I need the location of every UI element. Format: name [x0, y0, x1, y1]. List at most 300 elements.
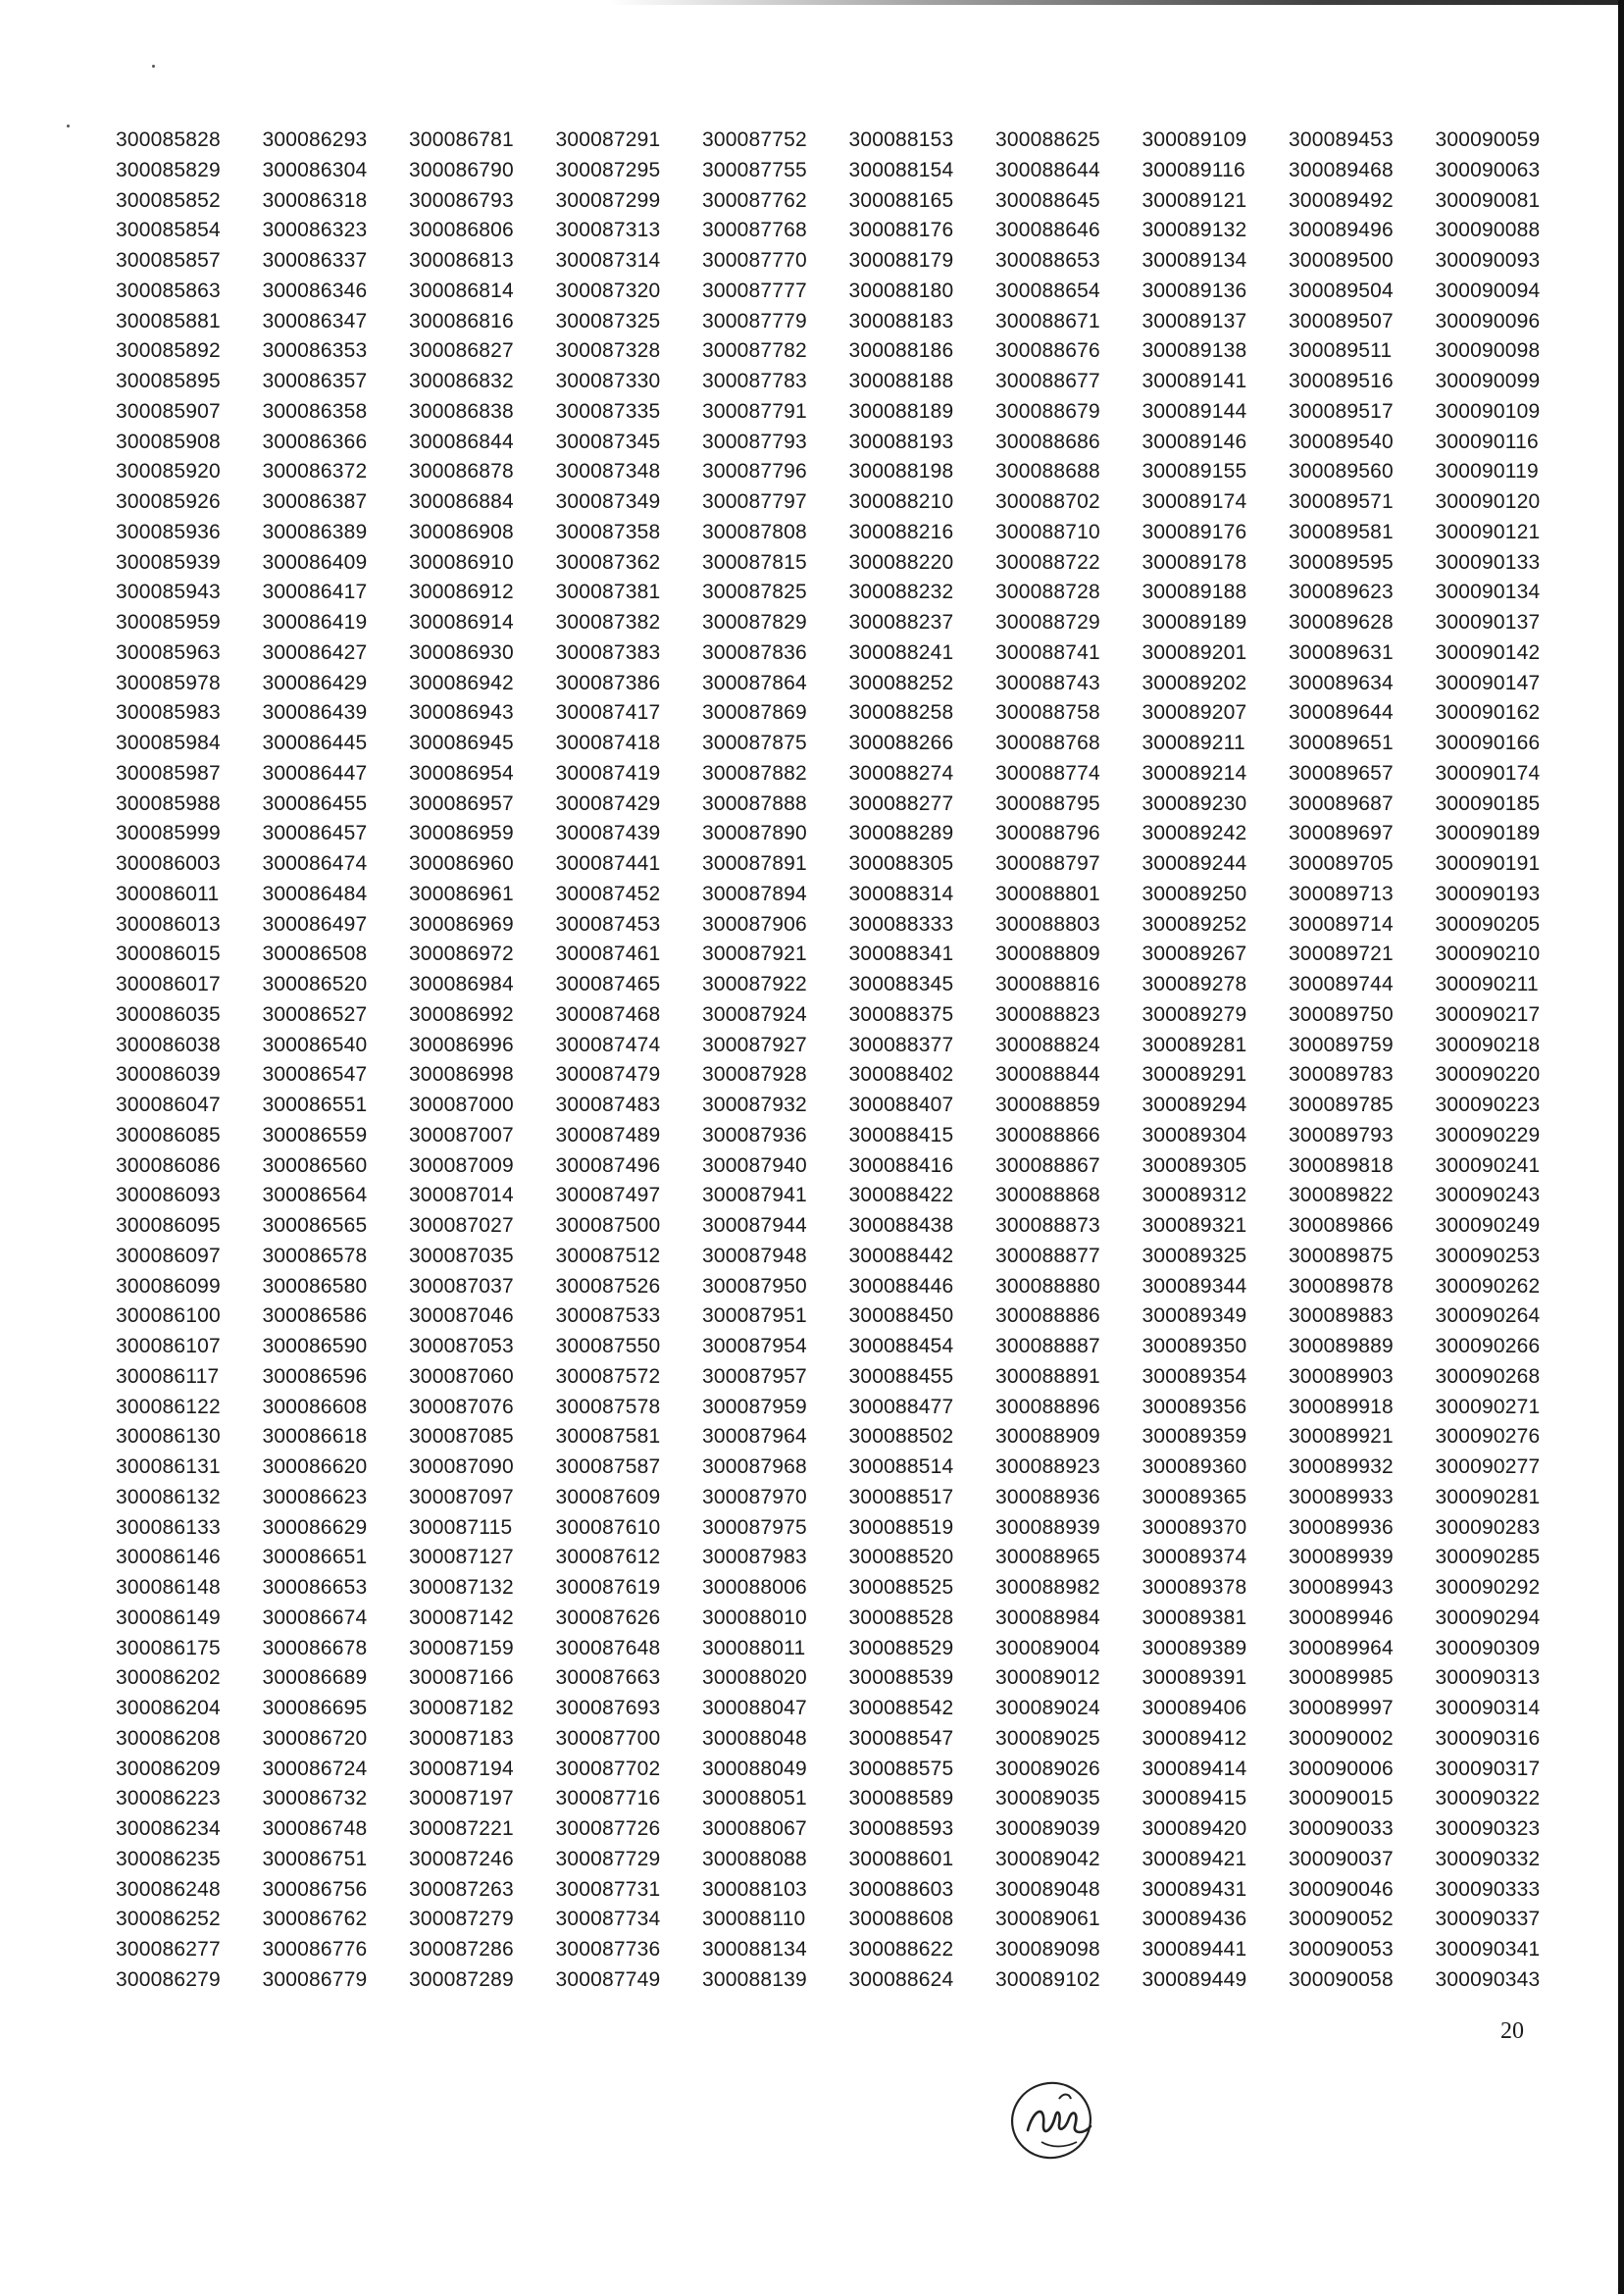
number-cell: 300088688 [995, 460, 1100, 484]
number-cell: 300090283 [1435, 1515, 1541, 1539]
number-cell: 300090268 [1435, 1364, 1541, 1388]
number-cell: 300088891 [995, 1364, 1100, 1388]
number-cell: 300086540 [262, 1033, 368, 1056]
number-cell: 300087142 [409, 1606, 514, 1629]
number-cell: 300087782 [702, 339, 807, 363]
number-cell: 300089507 [1289, 309, 1394, 332]
number-cell: 300089024 [995, 1697, 1100, 1719]
number-cell: 300087922 [702, 973, 807, 995]
number-cell: 300087512 [555, 1244, 661, 1267]
number-cell: 300088801 [995, 882, 1100, 905]
number-cell: 300089875 [1289, 1244, 1394, 1267]
number-cell: 300089146 [1142, 430, 1247, 453]
number-cell: 300087948 [702, 1244, 807, 1267]
number-cell: 300086175 [116, 1636, 221, 1659]
number-cell: 300085926 [116, 490, 221, 513]
number-cell: 300087927 [702, 1033, 807, 1056]
number-cell: 300090037 [1289, 1847, 1394, 1870]
number-cell: 300086762 [262, 1908, 368, 1931]
number-cell: 300087500 [555, 1214, 661, 1237]
number-cell: 300087793 [702, 430, 807, 453]
number-cell: 300088139 [702, 1967, 807, 1991]
number-cell: 300088450 [848, 1304, 954, 1328]
number-cell: 300088722 [995, 550, 1100, 574]
number-cell: 300089414 [1142, 1757, 1247, 1780]
number-cell: 300087263 [409, 1877, 514, 1901]
number-cell: 300087453 [555, 912, 661, 936]
number-cell: 300087954 [702, 1335, 807, 1357]
number-cell: 300086724 [262, 1757, 368, 1780]
number-cell: 300088407 [848, 1094, 954, 1116]
number-cell: 300090313 [1435, 1666, 1541, 1690]
number-cell: 300087330 [555, 370, 661, 392]
number-cell: 300089918 [1289, 1395, 1394, 1418]
number-cell: 300090317 [1435, 1757, 1541, 1780]
number-cell: 300088896 [995, 1395, 1100, 1418]
number-cell: 300089279 [1142, 1002, 1247, 1026]
number-cell: 300086439 [262, 701, 368, 725]
number-cell: 300086387 [262, 490, 368, 513]
number-cell: 300089141 [1142, 370, 1247, 392]
number-cell: 300089207 [1142, 701, 1247, 725]
number-cell: 300086969 [409, 912, 514, 936]
number-cell: 300089657 [1289, 761, 1394, 785]
number-cell: 300087085 [409, 1425, 514, 1449]
number-cell: 300088377 [848, 1033, 954, 1056]
number-cell: 300085854 [116, 219, 221, 242]
number-cell: 300090094 [1435, 279, 1541, 302]
number-cell: 300086235 [116, 1847, 221, 1870]
number-cell: 300087335 [555, 399, 661, 423]
number-cell: 300088547 [848, 1726, 954, 1750]
number-cell: 300088477 [848, 1395, 954, 1418]
number-cell: 300086878 [409, 460, 514, 484]
number-cell: 300086427 [262, 640, 368, 664]
number-cell: 300088774 [995, 761, 1100, 785]
number-cell: 300089042 [995, 1847, 1100, 1870]
number-cell: 300086149 [116, 1606, 221, 1629]
number-cell: 300088939 [995, 1515, 1100, 1539]
number-cell: 300087779 [702, 309, 807, 332]
number-cell: 300089048 [995, 1877, 1100, 1901]
number-list-grid [116, 126, 1582, 1996]
number-cell: 300088416 [848, 1153, 954, 1177]
number-cell: 300090205 [1435, 912, 1541, 936]
number-cell: 300089878 [1289, 1274, 1394, 1298]
number-cell: 300086455 [262, 791, 368, 815]
number-cell: 300087890 [702, 822, 807, 845]
number-cell: 300086961 [409, 882, 514, 905]
number-cell: 300086695 [262, 1697, 368, 1719]
number-cell: 300086117 [116, 1364, 220, 1388]
number-cell: 300087752 [702, 128, 807, 151]
number-cell: 300089189 [1142, 611, 1247, 634]
number-cell: 300090142 [1435, 640, 1541, 664]
number-cell: 300088671 [995, 309, 1100, 332]
number-cell: 300089136 [1142, 279, 1247, 302]
number-cell: 300088909 [995, 1425, 1100, 1449]
number-cell: 300090341 [1435, 1938, 1541, 1961]
number-cell: 300087936 [702, 1123, 807, 1147]
number-cell: 300088868 [995, 1184, 1100, 1207]
number-cell: 300088422 [848, 1184, 954, 1207]
number-cell: 300087439 [555, 822, 661, 845]
number-cell: 300086732 [262, 1787, 368, 1810]
number-cell: 300089750 [1289, 1002, 1394, 1026]
number-cell: 300088454 [848, 1335, 954, 1357]
number-cell: 300087479 [555, 1063, 661, 1087]
number-cell: 300090211 [1435, 973, 1539, 995]
number-cell: 300086748 [262, 1817, 368, 1840]
number-cell: 300086003 [116, 852, 221, 875]
number-cell: 300087314 [555, 249, 661, 272]
number-cell: 300086346 [262, 279, 368, 302]
number-cell: 300088797 [995, 852, 1100, 875]
number-cell: 300088179 [848, 249, 954, 272]
number-cell: 300090316 [1435, 1726, 1541, 1750]
number-cell: 300088880 [995, 1274, 1100, 1298]
number-cell: 300089344 [1142, 1274, 1247, 1298]
number-cell: 300089188 [1142, 581, 1247, 604]
number-cell: 300090046 [1289, 1877, 1394, 1901]
number-cell: 300086204 [116, 1697, 221, 1719]
number-cell: 300086520 [262, 973, 368, 995]
number-cell: 300088936 [995, 1485, 1100, 1508]
number-cell: 300088011 [702, 1636, 806, 1659]
number-cell: 300089936 [1289, 1515, 1394, 1539]
number-cell: 300087736 [555, 1938, 661, 1961]
number-cell: 300089412 [1142, 1726, 1247, 1750]
number-cell: 300087441 [555, 852, 661, 875]
number-cell: 300088020 [702, 1666, 807, 1690]
number-cell: 300088241 [848, 640, 954, 664]
number-cell: 300088923 [995, 1455, 1100, 1478]
number-cell: 300086838 [409, 399, 514, 423]
number-cell: 300087550 [555, 1335, 661, 1357]
number-cell: 300087888 [702, 791, 807, 815]
number-cell: 300086358 [262, 399, 368, 423]
number-cell: 300088514 [848, 1455, 954, 1478]
number-cell: 300090052 [1289, 1908, 1394, 1931]
number-cell: 300087612 [555, 1546, 661, 1569]
number-cell: 300089202 [1142, 671, 1247, 694]
number-cell: 300086908 [409, 520, 514, 543]
number-cell: 300090099 [1435, 370, 1541, 392]
number-cell: 300086484 [262, 882, 368, 905]
number-cell: 300087166 [409, 1666, 514, 1690]
number-cell: 300088982 [995, 1576, 1100, 1599]
number-cell: 300088006 [702, 1576, 807, 1599]
number-cell: 300089178 [1142, 550, 1247, 574]
number-cell: 300088438 [848, 1214, 954, 1237]
number-cell: 300086445 [262, 732, 368, 754]
number-cell: 300086779 [262, 1967, 368, 1991]
number-cell: 300089211 [1142, 732, 1245, 754]
number-cell: 300086832 [409, 370, 514, 392]
number-cell: 300086447 [262, 761, 368, 785]
number-cell: 300090243 [1435, 1184, 1541, 1207]
number-cell: 300087731 [555, 1877, 661, 1901]
number-cell: 300088289 [848, 822, 954, 845]
number-cell: 300085936 [116, 520, 221, 543]
number-cell: 300086756 [262, 1877, 368, 1901]
number-cell: 300090162 [1435, 701, 1541, 725]
number-cell: 300088795 [995, 791, 1100, 815]
number-cell: 300087474 [555, 1033, 661, 1056]
number-cell: 300089350 [1142, 1335, 1247, 1357]
number-cell: 300087090 [409, 1455, 514, 1478]
number-cell: 300089349 [1142, 1304, 1247, 1328]
number-cell: 300087829 [702, 611, 807, 634]
number-cell: 300090276 [1435, 1425, 1541, 1449]
number-cell: 300087626 [555, 1606, 661, 1629]
number-cell: 300086252 [116, 1908, 221, 1931]
number-cell: 300087009 [409, 1153, 514, 1177]
number-cell: 300088728 [995, 581, 1100, 604]
number-cell: 300088183 [848, 309, 954, 332]
number-cell: 300085988 [116, 791, 221, 815]
number-cell: 300090063 [1435, 158, 1541, 181]
number-cell: 300089634 [1289, 671, 1394, 694]
number-cell: 300085892 [116, 339, 221, 363]
number-cell: 300086620 [262, 1455, 368, 1478]
number-cell: 300088047 [702, 1697, 807, 1719]
number-cell: 300086122 [116, 1395, 221, 1418]
number-cell: 300089360 [1142, 1455, 1247, 1478]
number-cell: 300090058 [1289, 1967, 1394, 1991]
number-cell: 300087783 [702, 370, 807, 392]
number-cell: 300086618 [262, 1425, 368, 1449]
number-cell: 300086959 [409, 822, 514, 845]
number-cell: 300087221 [409, 1817, 514, 1840]
number-cell: 300088866 [995, 1123, 1100, 1147]
number-cell: 300086560 [262, 1153, 368, 1177]
number-cell: 300087894 [702, 882, 807, 905]
number-cell: 300087496 [555, 1153, 661, 1177]
number-cell: 300090137 [1435, 611, 1541, 634]
number-cell: 300086942 [409, 671, 514, 694]
number-cell: 300090337 [1435, 1908, 1541, 1931]
number-cell: 300086107 [116, 1335, 221, 1357]
number-cell: 300085978 [116, 671, 221, 694]
number-cell: 300088048 [702, 1726, 807, 1750]
number-cell: 300088216 [848, 520, 954, 543]
number-cell: 300086623 [262, 1485, 368, 1508]
number-cell: 300088525 [848, 1576, 954, 1599]
number-cell: 300088210 [848, 490, 954, 513]
number-cell: 300090185 [1435, 791, 1541, 815]
number-cell: 300086148 [116, 1576, 221, 1599]
number-cell: 300089098 [995, 1938, 1100, 1961]
number-cell: 300087702 [555, 1757, 661, 1780]
number-cell: 300087921 [702, 943, 807, 966]
number-cell: 300087194 [409, 1757, 514, 1780]
number-cell: 300089144 [1142, 399, 1247, 423]
number-cell: 300086347 [262, 309, 368, 332]
number-cell: 300087836 [702, 640, 807, 664]
number-cell: 300089389 [1142, 1636, 1247, 1659]
number-cell: 300086223 [116, 1787, 221, 1810]
number-cell: 300087489 [555, 1123, 661, 1147]
number-cell: 300089325 [1142, 1244, 1247, 1267]
number-cell: 300087587 [555, 1455, 661, 1478]
number-cell: 300087452 [555, 882, 661, 905]
number-cell: 300087127 [409, 1546, 514, 1569]
number-cell: 300089883 [1289, 1304, 1394, 1328]
number-cell: 300088873 [995, 1214, 1100, 1237]
number-cell: 300090332 [1435, 1847, 1541, 1870]
number-cell: 300087700 [555, 1726, 661, 1750]
number-cell: 300089793 [1289, 1123, 1394, 1147]
number-cell: 300089449 [1142, 1967, 1247, 1991]
number-cell: 300088809 [995, 943, 1100, 966]
number-cell: 300087183 [409, 1726, 514, 1750]
number-cell: 300086293 [262, 128, 368, 151]
number-cell: 300087734 [555, 1908, 661, 1931]
number-cell: 300089932 [1289, 1455, 1394, 1478]
number-cell: 300085828 [116, 128, 221, 151]
number-cell: 300086017 [116, 973, 221, 995]
number-cell: 300090277 [1435, 1455, 1541, 1478]
number-cell: 300089374 [1142, 1546, 1247, 1569]
number-cell: 300087581 [555, 1425, 661, 1449]
number-cell: 300088539 [848, 1666, 954, 1690]
number-cell: 300087197 [409, 1787, 514, 1810]
number-cell: 300086497 [262, 912, 368, 936]
number-cell: 300087796 [702, 460, 807, 484]
number-cell: 300089985 [1289, 1666, 1394, 1690]
number-cell: 300090266 [1435, 1335, 1541, 1357]
number-cell: 300087325 [555, 309, 661, 332]
number-cell: 300086793 [409, 188, 514, 212]
number-cell: 300089822 [1289, 1184, 1394, 1207]
number-cell: 300089294 [1142, 1094, 1247, 1116]
number-cell: 300089595 [1289, 550, 1394, 574]
number-cell: 300090281 [1435, 1485, 1541, 1508]
number-cell: 300088314 [848, 882, 954, 905]
number-cell: 300088654 [995, 279, 1100, 302]
number-cell: 300089305 [1142, 1153, 1247, 1177]
number-cell: 300088232 [848, 581, 954, 604]
number-cell: 300090059 [1435, 128, 1541, 151]
number-cell: 300089012 [995, 1666, 1100, 1690]
number-cell: 300087328 [555, 339, 661, 363]
number-cell: 300086085 [116, 1123, 221, 1147]
number-cell: 300089137 [1142, 309, 1247, 332]
number-cell: 300085863 [116, 279, 221, 302]
number-cell: 300087291 [555, 128, 661, 151]
number-cell: 300090088 [1435, 219, 1541, 242]
scan-speck [67, 125, 70, 127]
number-cell: 300086992 [409, 1002, 514, 1026]
number-cell: 300090189 [1435, 822, 1541, 845]
number-cell: 300085999 [116, 822, 221, 845]
number-cell: 300086578 [262, 1244, 368, 1267]
number-cell: 300089244 [1142, 852, 1247, 875]
number-cell: 300088189 [848, 399, 954, 423]
number-cell: 300088517 [848, 1485, 954, 1508]
number-cell: 300086827 [409, 339, 514, 363]
number-cell: 300089631 [1289, 640, 1394, 664]
number-cell: 300087358 [555, 520, 661, 543]
number-cell: 300088266 [848, 732, 954, 754]
number-cell: 300087313 [555, 219, 661, 242]
number-cell: 300086093 [116, 1184, 221, 1207]
number-cell: 300087295 [555, 158, 661, 181]
number-cell: 300090015 [1289, 1787, 1394, 1810]
number-cell: 300087382 [555, 611, 661, 634]
number-cell: 300086353 [262, 339, 368, 363]
number-cell: 300089468 [1289, 158, 1394, 181]
number-cell: 300089201 [1142, 640, 1247, 664]
number-cell: 300087975 [702, 1515, 807, 1539]
number-cell: 300087526 [555, 1274, 661, 1298]
number-cell: 300087770 [702, 249, 807, 272]
number-cell: 300086417 [262, 581, 368, 604]
number-cell: 300086957 [409, 791, 514, 815]
number-cell: 300090210 [1435, 943, 1541, 966]
number-cell: 300089138 [1142, 339, 1247, 363]
number-cell: 300089102 [995, 1967, 1100, 1991]
number-cell: 300086943 [409, 701, 514, 725]
number-cell: 300090343 [1435, 1967, 1541, 1991]
number-cell: 300089500 [1289, 249, 1394, 272]
number-cell: 300089903 [1289, 1364, 1394, 1388]
number-cell: 300089571 [1289, 490, 1394, 513]
number-cell: 300086653 [262, 1576, 368, 1599]
number-cell: 300087465 [555, 973, 661, 995]
number-cell: 300088653 [995, 249, 1100, 272]
number-cell: 300089721 [1289, 943, 1394, 966]
number-cell: 300087289 [409, 1967, 514, 1991]
number-cell: 300090147 [1435, 671, 1541, 694]
number-cell: 300090314 [1435, 1697, 1541, 1719]
number-cell: 300087716 [555, 1787, 661, 1810]
number-cell: 300088442 [848, 1244, 954, 1267]
number-cell: 300086596 [262, 1364, 368, 1388]
number-cell: 300089939 [1289, 1546, 1394, 1569]
number-cell: 300086564 [262, 1184, 368, 1207]
number-cell: 300089818 [1289, 1153, 1394, 1177]
number-cell: 300086209 [116, 1757, 221, 1780]
number-cell: 300088103 [702, 1877, 807, 1901]
number-cell: 300087882 [702, 761, 807, 785]
number-cell: 300090217 [1435, 1002, 1541, 1026]
number-cell: 300086844 [409, 430, 514, 453]
number-cell: 300089252 [1142, 912, 1247, 936]
number-cell: 300087950 [702, 1274, 807, 1298]
number-cell: 300090166 [1435, 732, 1541, 754]
number-cell: 300087299 [555, 188, 661, 212]
number-cell: 300087663 [555, 1666, 661, 1690]
number-cell: 300088886 [995, 1304, 1100, 1328]
number-cell: 300088049 [702, 1757, 807, 1780]
number-cell: 300089242 [1142, 822, 1247, 845]
number-cell: 300089359 [1142, 1425, 1247, 1449]
number-cell: 300088589 [848, 1787, 954, 1810]
number-cell: 300087749 [555, 1967, 661, 1991]
number-cell: 300088446 [848, 1274, 954, 1298]
number-cell: 300087825 [702, 581, 807, 604]
number-cell: 300089214 [1142, 761, 1247, 785]
number-cell: 300087007 [409, 1123, 514, 1147]
number-cell: 300087610 [555, 1515, 661, 1539]
number-cell: 300090006 [1289, 1757, 1394, 1780]
number-cell: 300089943 [1289, 1576, 1394, 1599]
number-cell: 300087578 [555, 1395, 661, 1418]
number-cell: 300089714 [1289, 912, 1394, 936]
number-cell: 300089281 [1142, 1033, 1247, 1056]
